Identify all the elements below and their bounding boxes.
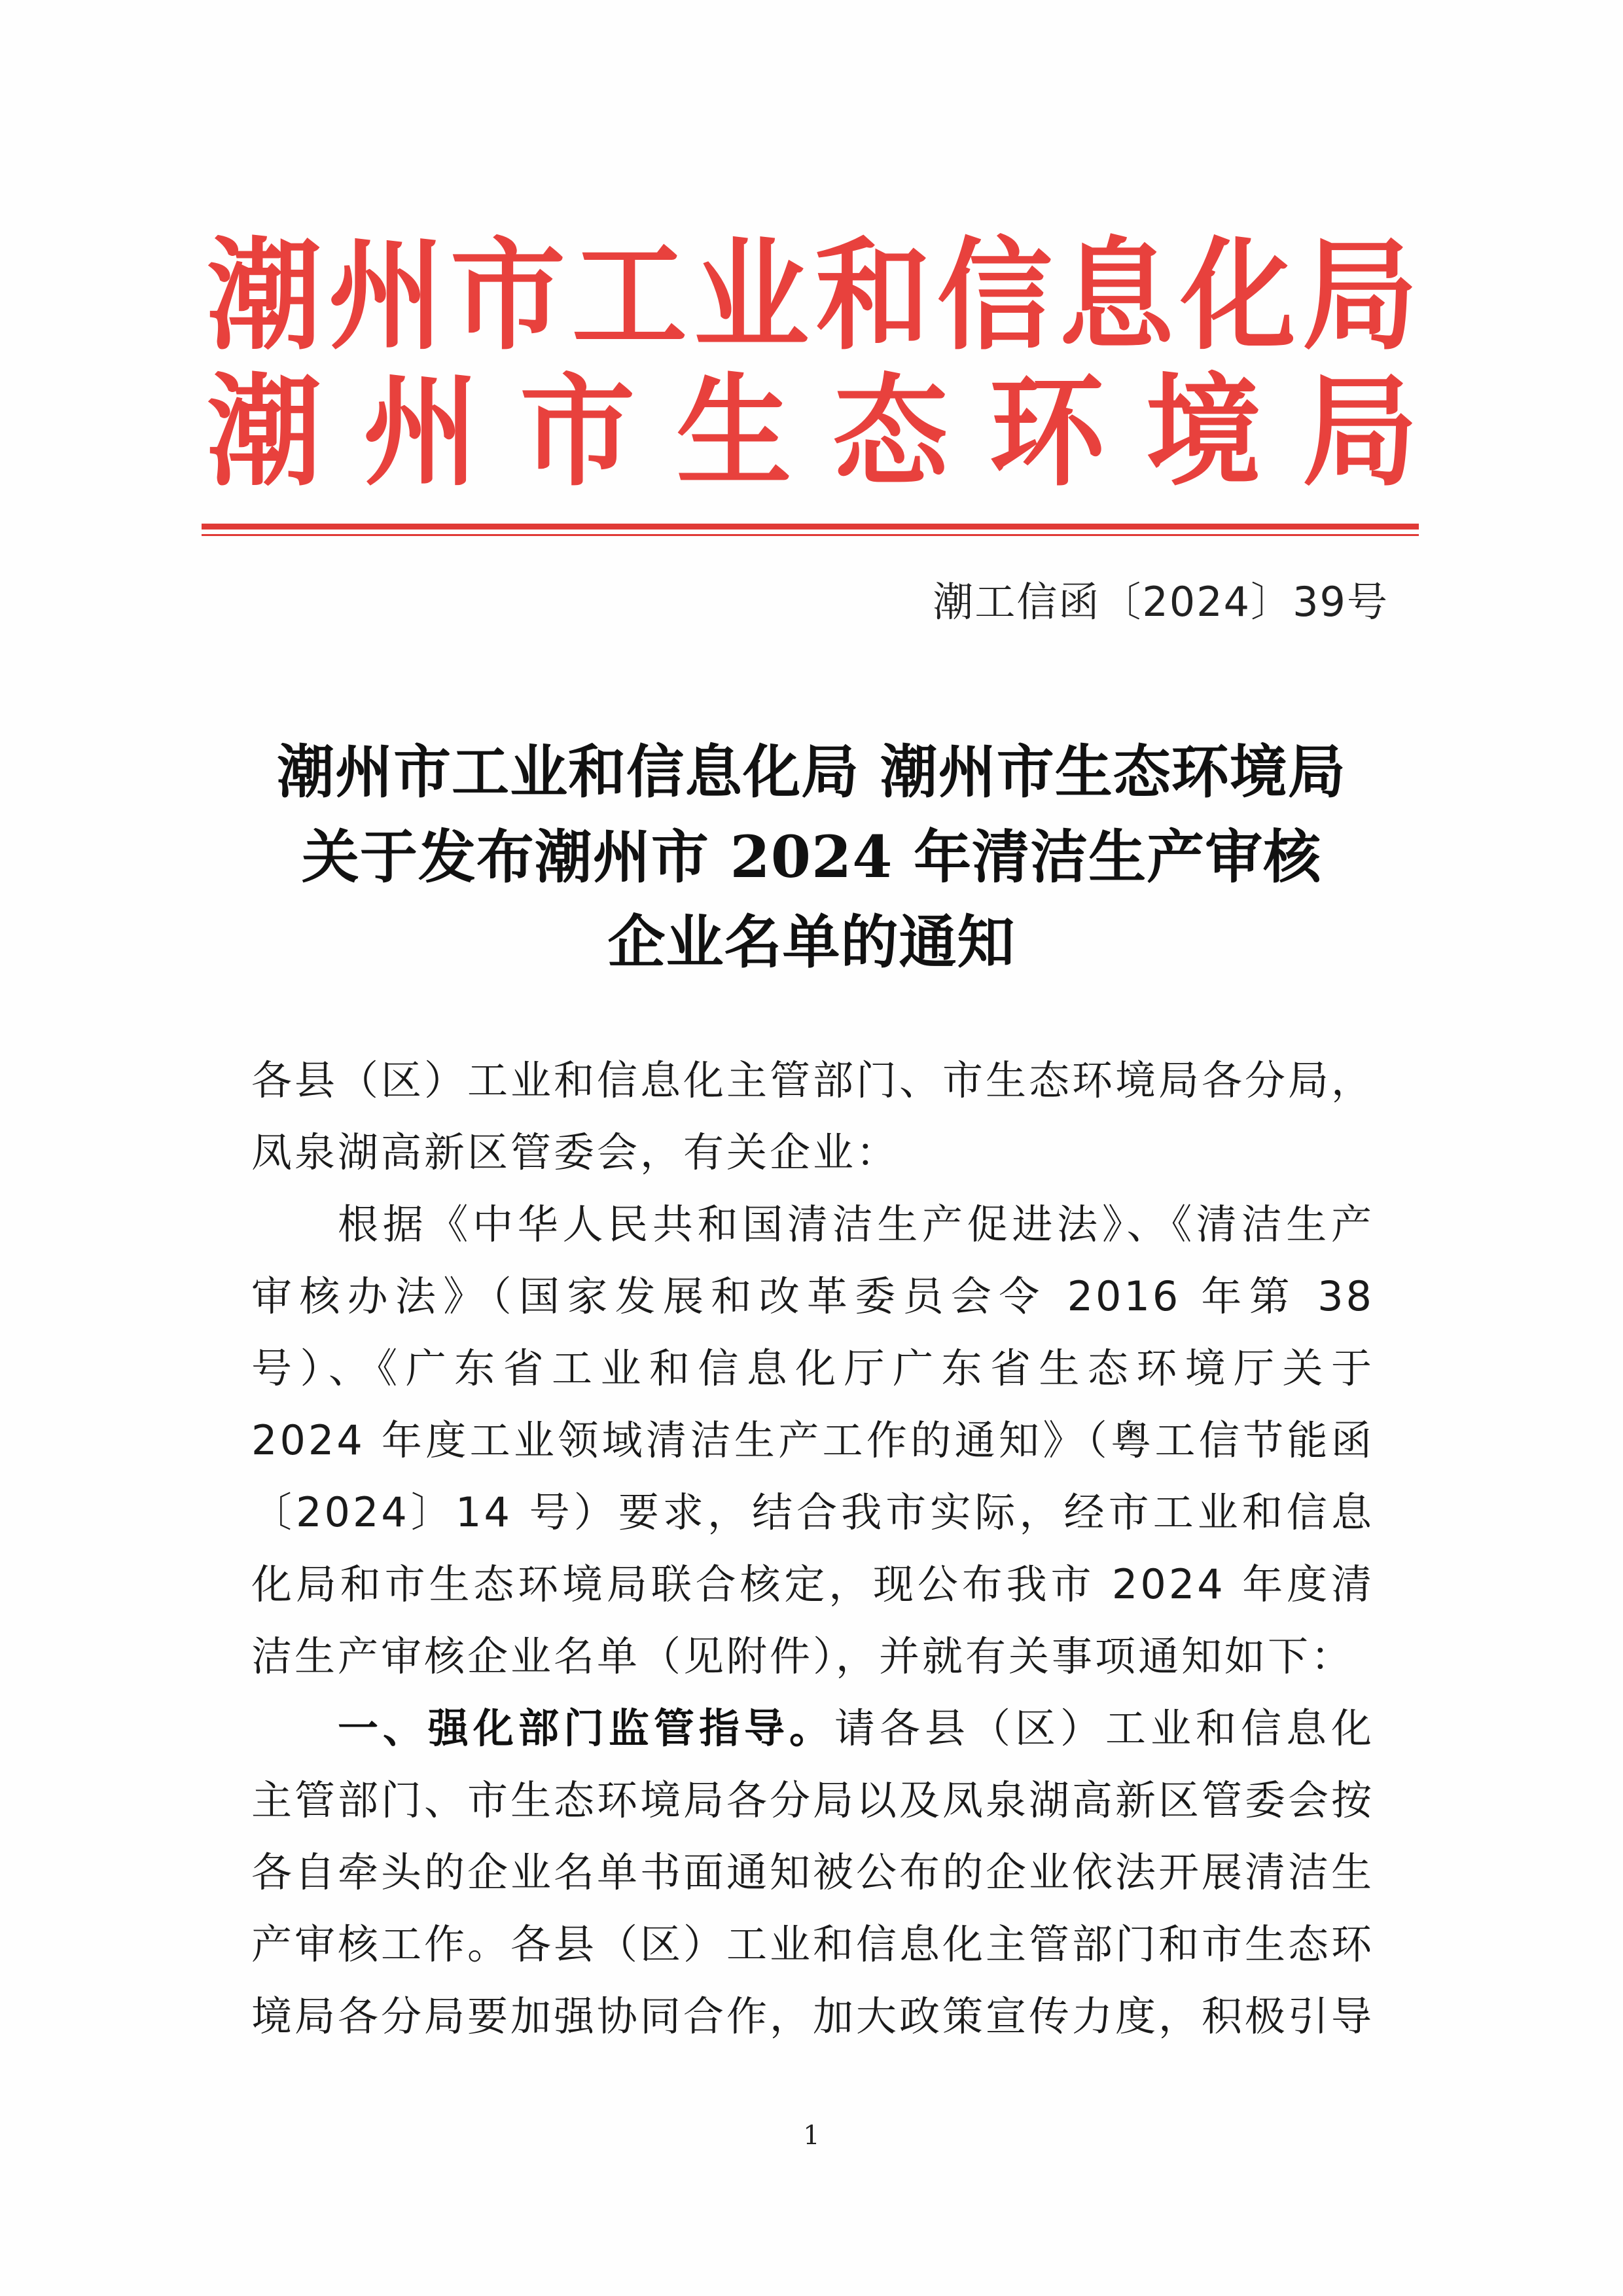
- issuer-char: 和: [815, 224, 931, 367]
- issuer-header-line-1: [207, 224, 1418, 367]
- issuer-char: 信: [936, 224, 1052, 367]
- issuer-header-line-2: [207, 360, 1418, 503]
- issuer-char: 工: [571, 224, 687, 367]
- document-body: [251, 1045, 1374, 2053]
- issuer-char: 州: [363, 360, 479, 503]
- issuer-char: 潮: [207, 360, 323, 503]
- section-1: [251, 1693, 1374, 2053]
- issuer-char: 业: [693, 224, 809, 367]
- issuer-char: 局: [1302, 360, 1418, 503]
- red-header-rule-thick: [202, 524, 1419, 529]
- issuer-char: 化: [1180, 224, 1296, 367]
- page-number: 1: [803, 2121, 820, 2151]
- issuer-char: 潮: [207, 224, 323, 367]
- addressee: 各县（区）工业和信息化主管部门、市生态环境局各分局，凤泉湖高新区管委会，有关企业：: [251, 1056, 1375, 1176]
- issuer-char: 环: [989, 360, 1105, 503]
- issuer-char: 境: [1145, 360, 1261, 503]
- issuer-char: 息: [1058, 224, 1174, 367]
- title-line-1: 潮州市工业和信息化局 潮州市生态环境局: [277, 738, 1346, 806]
- title-line-2: 关于发布潮州市 2024 年清洁生产审核: [301, 823, 1322, 891]
- issuer-char: 市: [450, 224, 565, 367]
- title-line-3: 企业名单的通知: [607, 908, 1016, 976]
- issuer-char: 局: [1302, 224, 1418, 367]
- paragraph-1: 根据《中华人民共和国清洁生产促进法》、《清洁生产审核办法》（国家发展和改革委员会令 2016 年第 38 号）、《广东省工业和信息化厅广东省生态环境厅关于 2024 年度工业领域清洁生产工作的通知》（粤工信节能函〔2024〕14 号）要求，结合我市实际，经市工业和信息化局和市生态环境局联合核定，现公布我市 2024 年度清洁生产审核企业名单（见附件），并就有关事项通知如下：: [251, 1200, 1374, 1680]
- section-1-text: 请各县（区）工业和信息化主管部门、市生态环境局各分局以及凤泉湖高新区管委会按各自牵头的企业名单书面通知被公布的企业依法开展清洁生产审核工作。各县（区）工业和信息化主管部门和市生态环境局各分局要加强协同合作，加大政策宣传力度，积极引导: [251, 1704, 1375, 2040]
- issuer-char: 态: [832, 360, 948, 503]
- issuer-char: 州: [328, 224, 444, 367]
- red-header-rule-thin: [202, 534, 1419, 536]
- section-1-heading: 一、强化部门监管指导。: [338, 1704, 834, 1752]
- issuer-char: 生: [676, 360, 792, 503]
- document-number: 潮工信函〔2024〕39号: [933, 578, 1389, 626]
- issuer-char: 市: [520, 360, 635, 503]
